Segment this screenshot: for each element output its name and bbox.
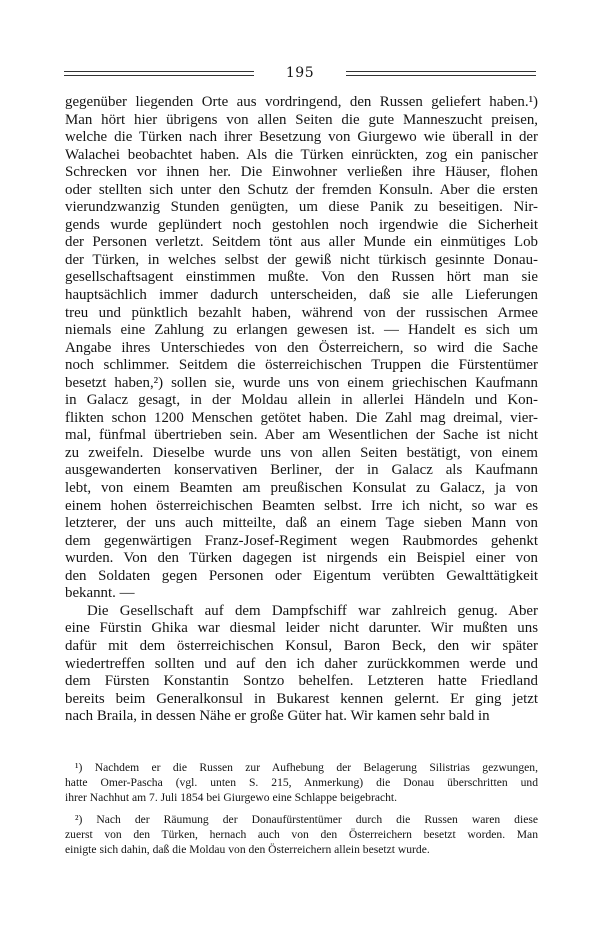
text-line: besetzt haben,²) sollen sie, wurde uns von einem griechischen Kaufmann bbox=[65, 374, 538, 391]
footnote-line: ihrer Nachhut am 7. Juli 1854 bei Giurgewo eine Schlappe beigebracht. bbox=[65, 791, 398, 804]
text-line: einem hohen österreichischen Beamten selbst. Irre ich nicht, so war es bbox=[65, 497, 538, 514]
text-line: noch schlimmer. Seitdem die österreichischen Truppen die Fürstentümer bbox=[65, 357, 538, 374]
text-line: dafür mit dem österreichischen Konsul, Baron Beck, den wir später bbox=[65, 637, 538, 654]
text-line: flikten schon 1200 Menschen getötet haben. Die Zahl mag dreimal, vier- bbox=[65, 409, 538, 426]
text-line: wurden. Von den Türken dagegen ist nirgends ein Beispiel einer von bbox=[65, 550, 538, 567]
text-line: vierundzwanzig Stunden genügten, um diese Panik zu beseitigen. Nir- bbox=[65, 199, 538, 216]
text-line: hauptsächlich immer dadurch unterscheiden, daß sie alle Lieferungen bbox=[65, 287, 538, 304]
text-line: letzterer, der uns auch mitteilte, daß an einem Tage sieben Mann von bbox=[65, 515, 538, 532]
text-line: Schrecken vor ihnen her. Die Einwohner verließen ihre Häuser, flohen bbox=[65, 164, 538, 181]
footnote bbox=[65, 760, 538, 805]
footnote-line: ²) Nach der Räumung der Donaufürstentümer durch die Russen waren diese bbox=[75, 813, 538, 826]
footnote-line: hatte Omer-Pascha (vgl. unten S. 215, Anmerkung) die Donau überschritten und bbox=[65, 776, 538, 789]
text-line: treu und pünktlich bezahlt haben, während von der russischen Armee bbox=[65, 304, 538, 321]
text-line: gegenüber liegenden Orte aus vordringend, den Russen geliefert haben.¹) bbox=[65, 94, 538, 110]
text-line: welche die Türken nach ihrer Besetzung von Giurgewo wie überall in der bbox=[65, 129, 538, 146]
text-line: eine Fürstin Ghika war diesmal leider nicht darunter. Wir mußten uns bbox=[65, 620, 538, 637]
text-line: zu zweifeln. Dieselbe wurde uns von allen Seiten bestätigt, von einem bbox=[65, 444, 538, 461]
page-number: 195 bbox=[285, 65, 315, 81]
footnote-line: zuerst von den Türken, hernach auch von den Österreichern besetzt worden. Man bbox=[65, 828, 538, 841]
text-line: dem gegenwärtigen Franz-Josef-Regiment wegen Raubmordes gehenkt bbox=[65, 532, 538, 549]
text-line: Die Gesellschaft auf dem Dampfschiff war zahlreich genug. Aber bbox=[87, 602, 538, 619]
text-line: niemals eine Zahlung zu erlangen gewesen ist. — Handelt es sich um bbox=[65, 322, 538, 339]
text-line: der Türken, in welches selbst der gewiß nicht türkisch gesinnte Donau- bbox=[65, 251, 538, 268]
text-line: gends wurde geplündert noch gestohlen noch irgendwie die Sicherheit bbox=[65, 216, 538, 233]
main-text bbox=[65, 94, 538, 726]
text-line: in Galacz gesagt, in der Moldau allein in allerlei Händeln und Kon- bbox=[65, 392, 538, 409]
footnotes bbox=[65, 760, 538, 864]
page-header bbox=[64, 62, 536, 84]
footnote bbox=[65, 812, 538, 857]
text-line: gesellschaftsagent einstimmen mußte. Von den Russen hört man sie bbox=[65, 269, 538, 286]
text-line: der Personen verletzt. Seitdem tönt aus aller Munde ein einmütiges Lob bbox=[65, 234, 538, 251]
text-line: wiedertreffen sollten und auf den ich daher zurückkommen werde und bbox=[65, 655, 538, 672]
text-line: nach Braila, in dessen Nähe er große Güter hat. Wir kamen sehr bald in bbox=[65, 708, 490, 725]
header-rule-right bbox=[346, 71, 536, 76]
text-line: den Soldaten gegen Personen oder Eigentum verübten Gewalttätigkeit bbox=[65, 567, 538, 584]
footnote-line: einigte sich dahin, daß die Moldau von den Österreichern allein besetzt wurde. bbox=[65, 843, 430, 856]
text-line: dem Fürsten Konstantin Sontzo behelfen. Letzteren hatte Friedland bbox=[65, 673, 538, 690]
text-line: oder stellten sich unter den Schutz der fremden Konsuln. Aber die ersten bbox=[65, 181, 538, 198]
header-rule-left bbox=[64, 71, 254, 76]
text-line: bekannt. — bbox=[65, 585, 135, 602]
text-line: lebt, von einem Beamten am preußischen Konsulat zu Galacz, ja von bbox=[65, 480, 538, 497]
text-line: Angabe ihres Unterschiedes von den Österreichern, so wird die Sache bbox=[65, 339, 538, 356]
text-line: ausgewanderten konservativen Berliner, der in Galacz als Kaufmann bbox=[65, 462, 538, 479]
text-line: bereits beim Generalkonsul in Bukarest kennen gelernt. Er ging jetzt bbox=[65, 690, 538, 707]
text-line: Walachei beobachtet haben. Als die Türken einrückten, zog ein panischer bbox=[65, 146, 538, 163]
text-line: Man hört hier übrigens von allen Seiten die gute Manneszucht preisen, bbox=[65, 111, 538, 128]
text-line: mal, fünfmal übertrieben sein. Aber am Wesentlichen der Sache ist nicht bbox=[65, 427, 538, 444]
footnote-line: ¹) Nachdem er die Russen zur Aufhebung der Belagerung Silistrias gezwungen, bbox=[75, 761, 538, 774]
